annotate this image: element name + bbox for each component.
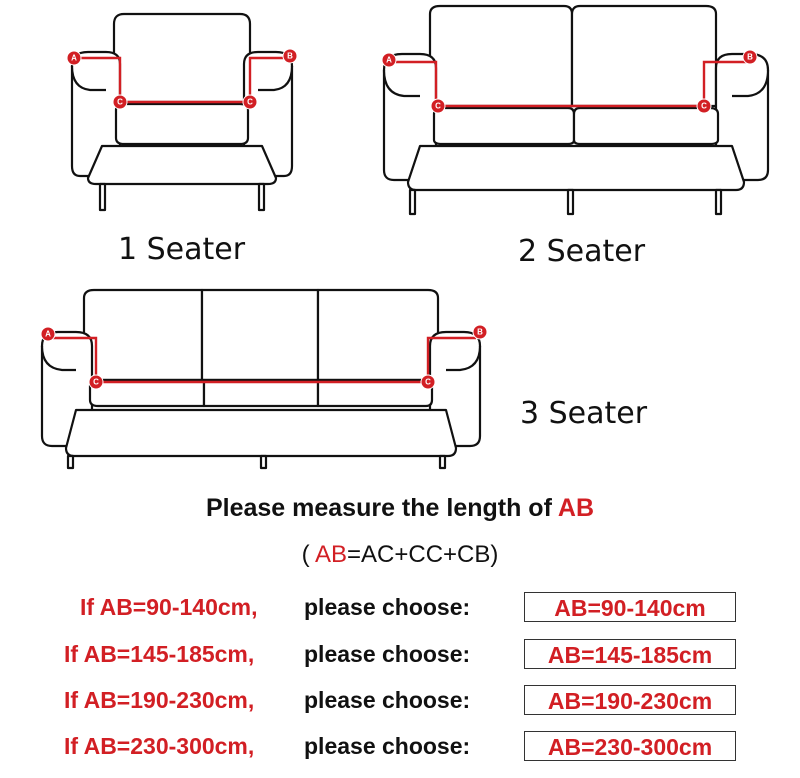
measure-formula bbox=[0, 541, 800, 569]
formula-rest: =AC+CC+CB) bbox=[346, 541, 499, 568]
size-action: please choose: bbox=[304, 733, 471, 759]
size-action: please choose: bbox=[304, 687, 471, 713]
two-seater-sofa-illustration bbox=[376, 2, 776, 217]
svg-text:C: C bbox=[247, 97, 253, 107]
svg-text:A: A bbox=[386, 55, 392, 65]
size-choice-box: AB=145-185cm bbox=[524, 639, 736, 669]
measure-instruction-heading bbox=[0, 494, 800, 523]
svg-text:C: C bbox=[93, 377, 99, 387]
size-action: please choose: bbox=[304, 641, 471, 667]
size-condition: If AB=90-140cm, bbox=[80, 594, 258, 620]
size-choice-box: AB=90-140cm bbox=[524, 592, 736, 622]
svg-text:C: C bbox=[701, 101, 707, 111]
size-choice-box: AB=230-300cm bbox=[524, 731, 736, 761]
two-seater-label: 2 Seater bbox=[518, 234, 646, 269]
size-action: please choose: bbox=[304, 594, 471, 620]
svg-text:B: B bbox=[287, 51, 293, 61]
svg-text:C: C bbox=[117, 97, 123, 107]
svg-text:B: B bbox=[747, 52, 753, 62]
formula-highlight: AB bbox=[314, 541, 347, 568]
headline-text: Please measure the length of bbox=[205, 494, 558, 522]
size-condition: If AB=145-185cm, bbox=[64, 641, 255, 667]
headline-highlight: AB bbox=[557, 494, 595, 522]
svg-text:C: C bbox=[425, 377, 431, 387]
svg-text:B: B bbox=[477, 327, 483, 337]
formula-open: ( bbox=[301, 541, 315, 568]
three-seater-label: 3 Seater bbox=[520, 396, 648, 431]
one-seater-sofa-illustration bbox=[62, 6, 302, 216]
svg-text:C: C bbox=[435, 101, 441, 111]
one-seater-label: 1 Seater bbox=[118, 232, 246, 267]
size-condition: If AB=230-300cm, bbox=[64, 733, 255, 759]
svg-text:A: A bbox=[45, 329, 51, 339]
svg-text:A: A bbox=[71, 53, 77, 63]
three-seater-sofa-illustration bbox=[36, 288, 496, 473]
size-condition: If AB=190-230cm, bbox=[64, 687, 255, 713]
size-choice-box: AB=190-230cm bbox=[524, 685, 736, 715]
